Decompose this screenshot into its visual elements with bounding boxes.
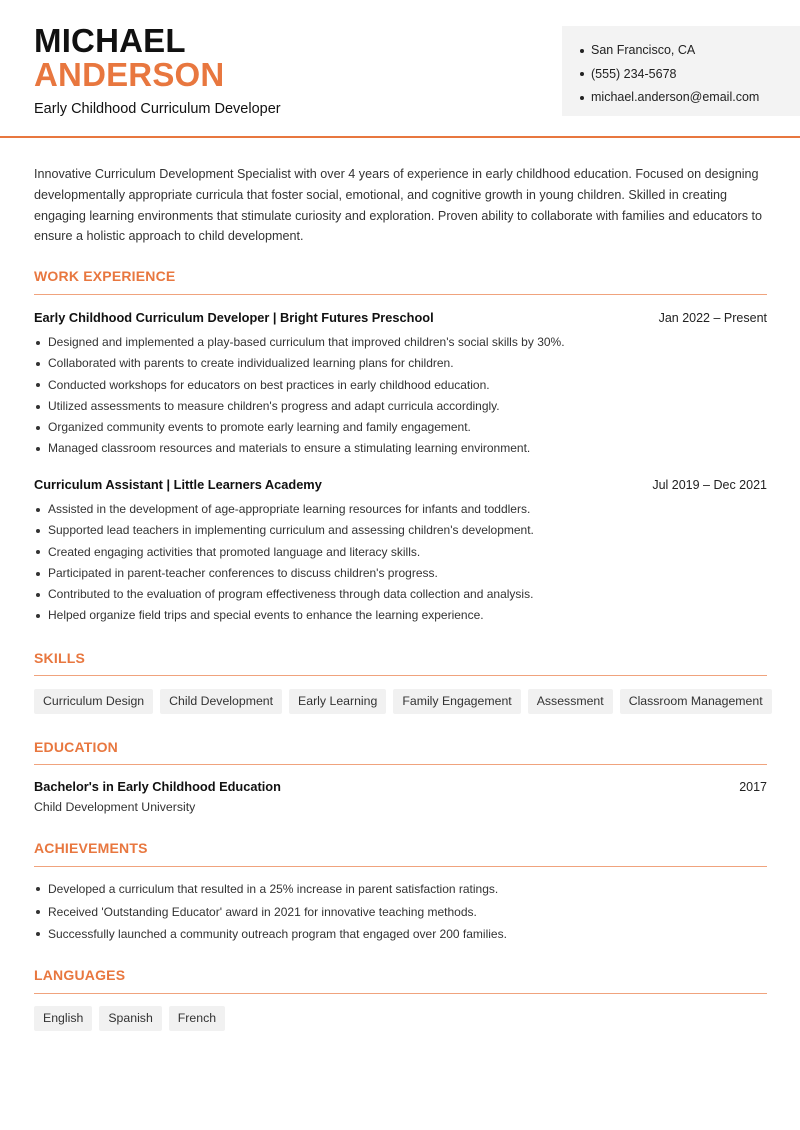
last-name: ANDERSON <box>34 56 225 93</box>
bullet-text: Contributed to the evaluation of program effectiveness through data collection and analysis. <box>48 587 534 602</box>
bullet-text: Successfully launched a community outreach program that engaged over 200 families. <box>48 927 507 941</box>
languages-list <box>34 1006 225 1031</box>
bullet-icon <box>36 614 40 618</box>
bullet-icon <box>36 447 40 451</box>
bullet-text: Supported lead teachers in implementing curriculum and assessing children's development. <box>48 523 534 538</box>
section-divider <box>34 294 767 295</box>
achievements-list <box>34 878 774 946</box>
skill-chip: Curriculum Design <box>34 689 153 714</box>
skill-chip: Assessment <box>528 689 613 714</box>
job-dates: Jan 2022 – Present <box>658 311 767 325</box>
list-item <box>34 375 774 396</box>
list-item <box>34 563 774 584</box>
list-item <box>34 353 774 374</box>
bullet-icon <box>580 72 584 76</box>
languages-heading: LANGUAGES <box>34 967 126 983</box>
bullet-icon <box>36 383 40 387</box>
education-heading: EDUCATION <box>34 739 118 755</box>
resume-header <box>0 0 800 138</box>
job-bullets <box>34 499 774 627</box>
bullet-icon <box>36 508 40 512</box>
work-experience-heading: WORK EXPERIENCE <box>34 268 176 284</box>
education-header <box>34 778 767 796</box>
skill-chip: Child Development <box>160 689 282 714</box>
education-year: 2017 <box>739 780 767 794</box>
contact-phone <box>580 63 800 87</box>
list-item <box>34 499 774 520</box>
bullet-icon <box>36 529 40 533</box>
bullet-text: Participated in parent-teacher conferences to discuss children's progress. <box>48 565 438 580</box>
job-header <box>34 476 767 494</box>
bullet-icon <box>36 932 40 936</box>
bullet-text: Organized community events to promote early learning and family engagement. <box>48 420 471 435</box>
bullet-text: Conducted workshops for educators on best practices in early childhood education. <box>48 377 490 392</box>
job-header <box>34 309 767 327</box>
skill-chip: Family Engagement <box>393 689 520 714</box>
list-item <box>34 605 774 626</box>
bullet-text: Created engaging activities that promoted language and literacy skills. <box>48 544 421 559</box>
list-item <box>34 332 774 353</box>
job-role: Early Childhood Curriculum Developer | Bright Futures Preschool <box>34 310 434 325</box>
first-name: MICHAEL <box>34 22 186 59</box>
bullet-text: Utilized assessments to measure children's progress and adapt curricula accordingly. <box>48 398 500 413</box>
list-item <box>34 584 774 605</box>
bullet-icon <box>36 550 40 554</box>
education-school: Child Development University <box>34 800 196 814</box>
skills-heading: SKILLS <box>34 650 85 666</box>
bullet-icon <box>36 887 40 891</box>
skills-list <box>34 689 772 714</box>
contact-email <box>580 86 800 110</box>
bullet-icon <box>36 910 40 914</box>
list-item <box>34 520 774 541</box>
job-dates: Jul 2019 – Dec 2021 <box>652 478 767 492</box>
bullet-text: Received 'Outstanding Educator' award in 2021 for innovative teaching methods. <box>48 904 477 919</box>
contact-box <box>562 26 800 116</box>
bullet-text: Collaborated with parents to create individualized learning plans for children. <box>48 356 454 371</box>
bullet-icon <box>36 362 40 366</box>
bullet-icon <box>36 593 40 597</box>
list-item <box>34 396 774 417</box>
contact-location <box>580 39 800 63</box>
bullet-icon <box>36 405 40 409</box>
bullet-icon <box>580 96 584 100</box>
section-divider <box>34 866 767 867</box>
bullet-icon <box>580 49 584 53</box>
location-text: San Francisco, CA <box>591 43 696 57</box>
bullet-icon <box>36 572 40 576</box>
list-item <box>34 438 774 459</box>
skill-chip: Early Learning <box>289 689 386 714</box>
summary-paragraph: Innovative Curriculum Development Specialist with over 4 years of experience in early childhood education. Focused on designing developmentally appropriate curricula that foster social, emotional, and cognitive growth in young children. Skilled in creating engaging learning environments that stimulate curiosity and exploration. Proven ability to collaborate with families and educators to ensure a holistic approach to child development. <box>34 167 763 244</box>
bullet-icon <box>36 341 40 345</box>
list-item <box>34 923 774 946</box>
bullet-text: Assisted in the development of age-appropriate learning resources for infants and toddlers. <box>48 502 531 516</box>
education-degree: Bachelor's in Early Childhood Education <box>34 779 281 794</box>
bullet-text: Managed classroom resources and materials to ensure a stimulating learning environment. <box>48 441 531 456</box>
job-title: Early Childhood Curriculum Developer <box>34 101 281 117</box>
phone-text: (555) 234-5678 <box>591 66 677 81</box>
bullet-text: Helped organize field trips and special events to enhance the learning experience. <box>48 608 484 623</box>
list-item <box>34 901 774 924</box>
job-bullets <box>34 332 774 460</box>
section-divider <box>34 675 767 676</box>
achievements-heading: ACHIEVEMENTS <box>34 840 148 856</box>
language-chip: French <box>169 1006 225 1031</box>
list-item <box>34 542 774 563</box>
bullet-icon <box>36 426 40 430</box>
language-chip: Spanish <box>99 1006 161 1031</box>
section-divider <box>34 993 767 994</box>
bullet-text: Developed a curriculum that resulted in a 25% increase in parent satisfaction ratings. <box>48 882 499 896</box>
bullet-text: Designed and implemented a play-based curriculum that improved children's social skills by 30%. <box>48 335 565 349</box>
job-role: Curriculum Assistant | Little Learners Academy <box>34 477 322 492</box>
list-item <box>34 417 774 438</box>
section-divider <box>34 764 767 765</box>
language-chip: English <box>34 1006 92 1031</box>
list-item <box>34 878 774 901</box>
email-text: michael.anderson@email.com <box>591 90 760 104</box>
skill-chip: Classroom Management <box>620 689 772 714</box>
